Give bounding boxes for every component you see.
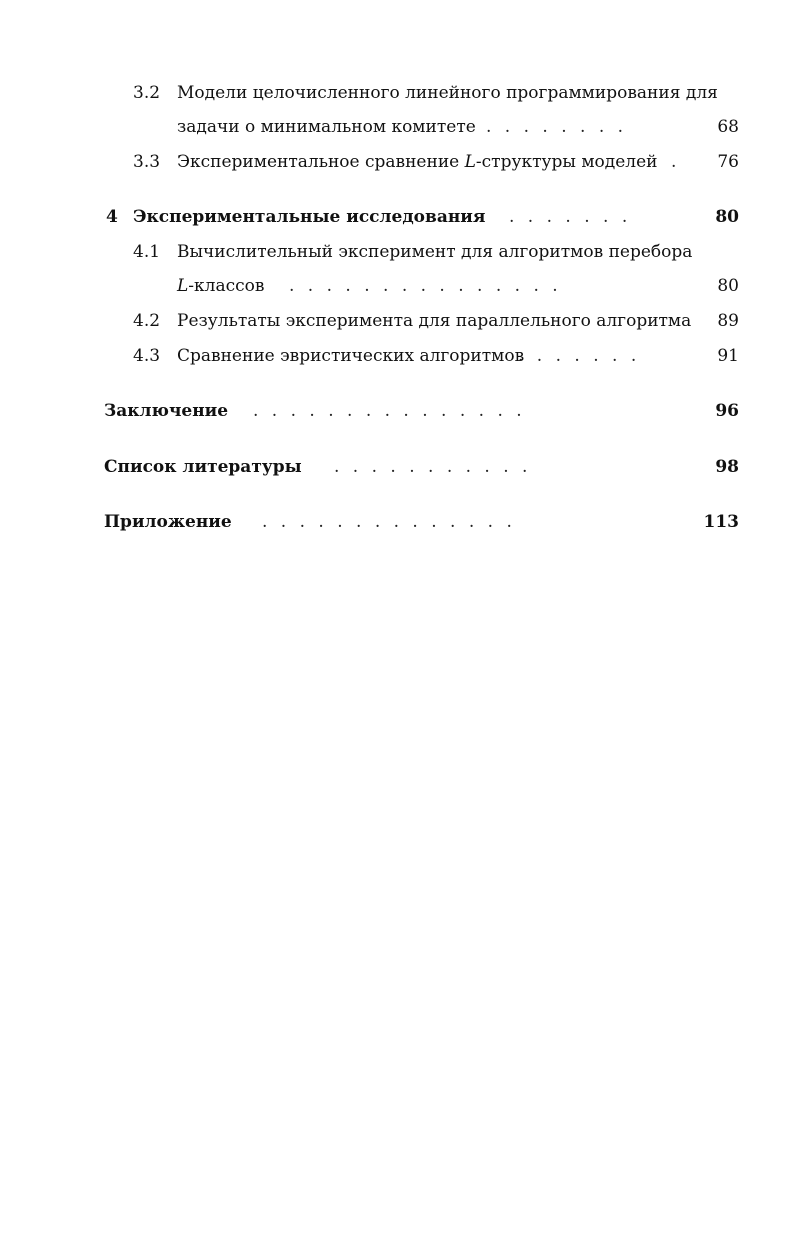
italic-symbol: L bbox=[177, 276, 189, 296]
toc-entry-chapter-4[interactable] bbox=[0, 200, 796, 234]
toc-entry-3-2[interactable] bbox=[0, 76, 796, 110]
section-title: Результаты эксперимента для параллельного алгоритма bbox=[177, 311, 692, 331]
toc-entry-3-2-continued[interactable] bbox=[0, 110, 796, 144]
page-number: 68 bbox=[717, 117, 739, 137]
toc-entry-4-3[interactable] bbox=[0, 339, 796, 373]
section-number: 4.1 bbox=[133, 242, 161, 262]
section-title: Модели целочисленного линейного программирования для bbox=[177, 83, 718, 103]
title-text: Экспериментальное сравнение bbox=[177, 152, 465, 172]
leader-dots: ....... bbox=[518, 346, 650, 366]
references-title: Список литературы bbox=[104, 457, 302, 477]
leader-dots: ............... bbox=[253, 401, 536, 421]
section-title: Вычислительный эксперимент для алгоритмов перебора bbox=[177, 242, 693, 262]
title-text-suffix: -структуры моделей bbox=[475, 152, 658, 172]
leader-dots: . bbox=[671, 152, 690, 172]
toc-entry-4-1[interactable] bbox=[0, 235, 796, 269]
conclusion-title: Заключение bbox=[104, 401, 229, 421]
chapter-title: Экспериментальные исследования bbox=[133, 207, 486, 227]
section-number: 4.2 bbox=[133, 311, 161, 331]
leader-dots: ........... bbox=[334, 457, 541, 477]
page-number: 96 bbox=[715, 401, 739, 421]
section-title bbox=[177, 145, 658, 179]
section-title-continued bbox=[177, 269, 264, 303]
section-title: Сравнение эвристических алгоритмов bbox=[177, 346, 525, 366]
section-number: 3.3 bbox=[133, 152, 161, 172]
toc-entry-conclusion[interactable] bbox=[0, 394, 796, 428]
page-number: 98 bbox=[715, 457, 739, 477]
italic-symbol: L bbox=[464, 152, 476, 172]
toc-entry-references[interactable] bbox=[0, 450, 796, 484]
section-title-continued: задачи о минимальном комитете bbox=[177, 117, 476, 137]
title-text-suffix: -классов bbox=[188, 276, 265, 296]
leader-dots: ............... bbox=[289, 276, 572, 296]
page-number: 89 bbox=[717, 311, 739, 331]
section-number: 3.2 bbox=[133, 83, 161, 103]
leader-dots: .............. bbox=[262, 512, 526, 532]
chapter-number: 4 bbox=[106, 207, 118, 227]
toc-entry-4-2[interactable] bbox=[0, 304, 796, 338]
page-number: 80 bbox=[717, 276, 739, 296]
toc-entry-3-3[interactable] bbox=[0, 145, 796, 179]
toc-entry-4-1-continued[interactable] bbox=[0, 269, 796, 303]
page-number: 76 bbox=[717, 152, 739, 172]
appendix-title: Приложение bbox=[104, 512, 232, 532]
toc-entry-appendix[interactable] bbox=[0, 505, 796, 539]
page-number: 91 bbox=[717, 346, 739, 366]
section-number: 4.3 bbox=[133, 346, 161, 366]
page-number: 113 bbox=[703, 512, 739, 532]
page-number: 80 bbox=[715, 207, 739, 227]
leader-dots: ....... bbox=[509, 207, 641, 227]
leader-dots: ........ bbox=[486, 117, 637, 137]
